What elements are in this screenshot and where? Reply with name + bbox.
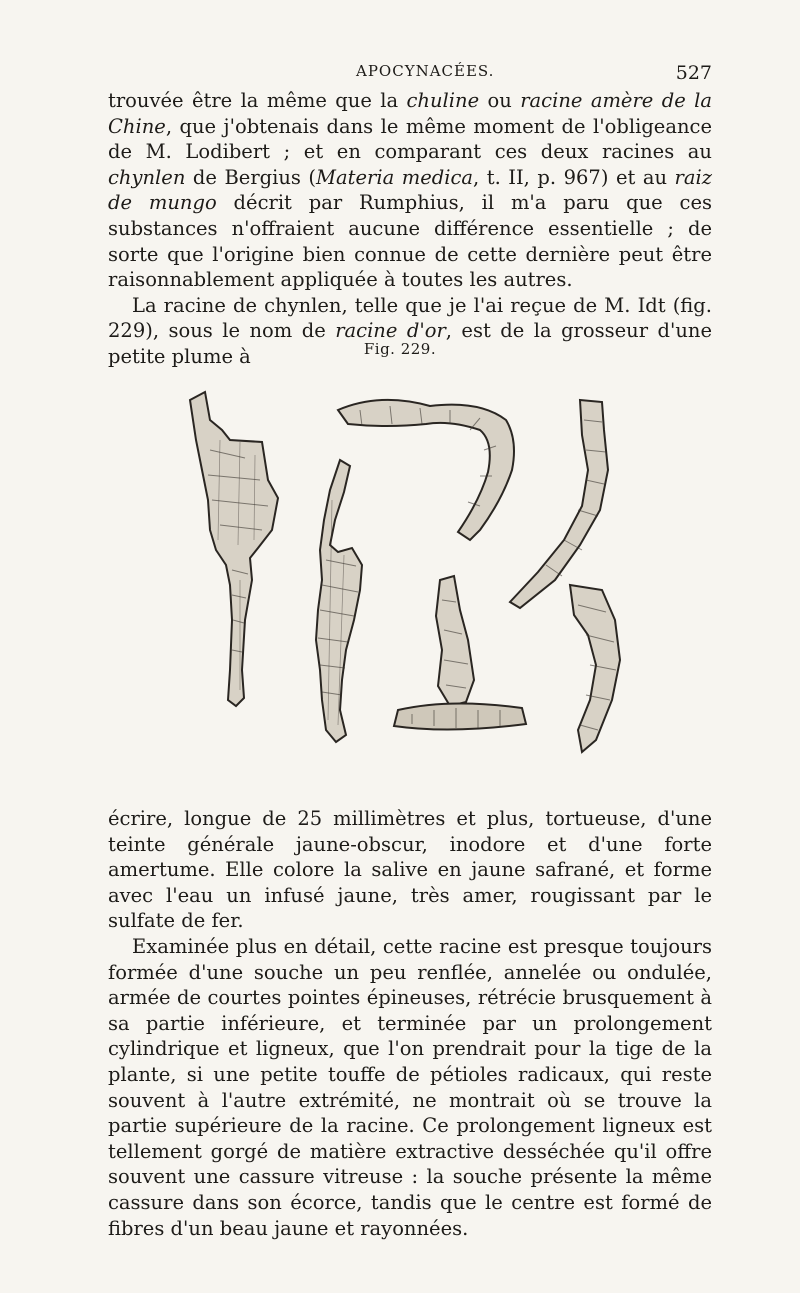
root-specimen-5 [394,576,526,730]
term-raiz-de-mungo: raiz de mungo [108,165,712,215]
term-racine-amere: racine amère de la Chine [108,89,712,138]
paragraph-continuation: trouvée être la même que la chuline ou racine amère de la Chine, que j'obtenais dans le même moment de l'obligeance de M. Lodibert ; et en comparant ces deux racines au chynlen de Bergius (Materia medica, t. II, p. 967) et au raiz de mungo décrit par Rumphius, il m'a paru que ces substances n'offraient aucune différence essentielle ; de sorte que l'origine bien connue de cette dernière peut être raisonnablement appliquée à toutes les autres. [108,89,712,292]
paragraph-description: écrire, longue de 25 millimètres et plus, tortueuse, d'une teinte générale jaune-obscur, inodore et d'une forte amertume. Elle colore la salive en jaune safrané, et forme avec l'eau un infusé jaune, très amer, rougissant par le sulfate de fer. [108,807,712,933]
term-chynlen: chynlen [108,165,186,189]
root-specimen-3 [338,400,514,540]
page-number: 527 [675,62,712,84]
running-head [108,62,712,84]
root-illustration [150,380,670,780]
text-block-bottom [108,806,712,1241]
root-specimen-2 [316,460,362,742]
term-chuline: chuline [406,89,480,112]
paragraph-detail: Examinée plus en détail, cette racine est presque toujours formée d'une souche un peu renflée, annelée ou ondulée, armée de courtes pointes épineuses, rétrécie brusquement à sa partie inférieure, et terminée par un prolongement cylindrique et ligneux, que l'on prendrait pour la tige de la plante, si une petite touffe de pétioles radicaux, qui reste souvent à l'autre extrémité, ne montrait où se trouve la partie supérieure de la racine. Ce prolongement ligneux est tellement gorgé de matière extractive desséchée qu'il offre souvent une cassure vitreuse : la souche présente la même cassure dans son écorce, tandis que le centre est formé de fibres d'un beau jaune et rayonnées. [108,934,712,1240]
term-racine-dor: racine d'or [335,319,446,343]
root-specimen-1 [190,392,278,706]
running-title: APOCYNACÉES. [356,62,495,80]
figure-caption: Fig. 229. [363,340,437,358]
text-block-top [108,88,712,370]
paragraph-chynlen: La racine de chynlen, telle que je l'ai reçue de M. Idt (fig. 229), sous le nom de racine d'or, est de la grosseur d'une petite plume à [108,293,712,368]
root-specimen-4 [510,400,620,752]
term-materia-medica: Materia medica [316,165,474,189]
